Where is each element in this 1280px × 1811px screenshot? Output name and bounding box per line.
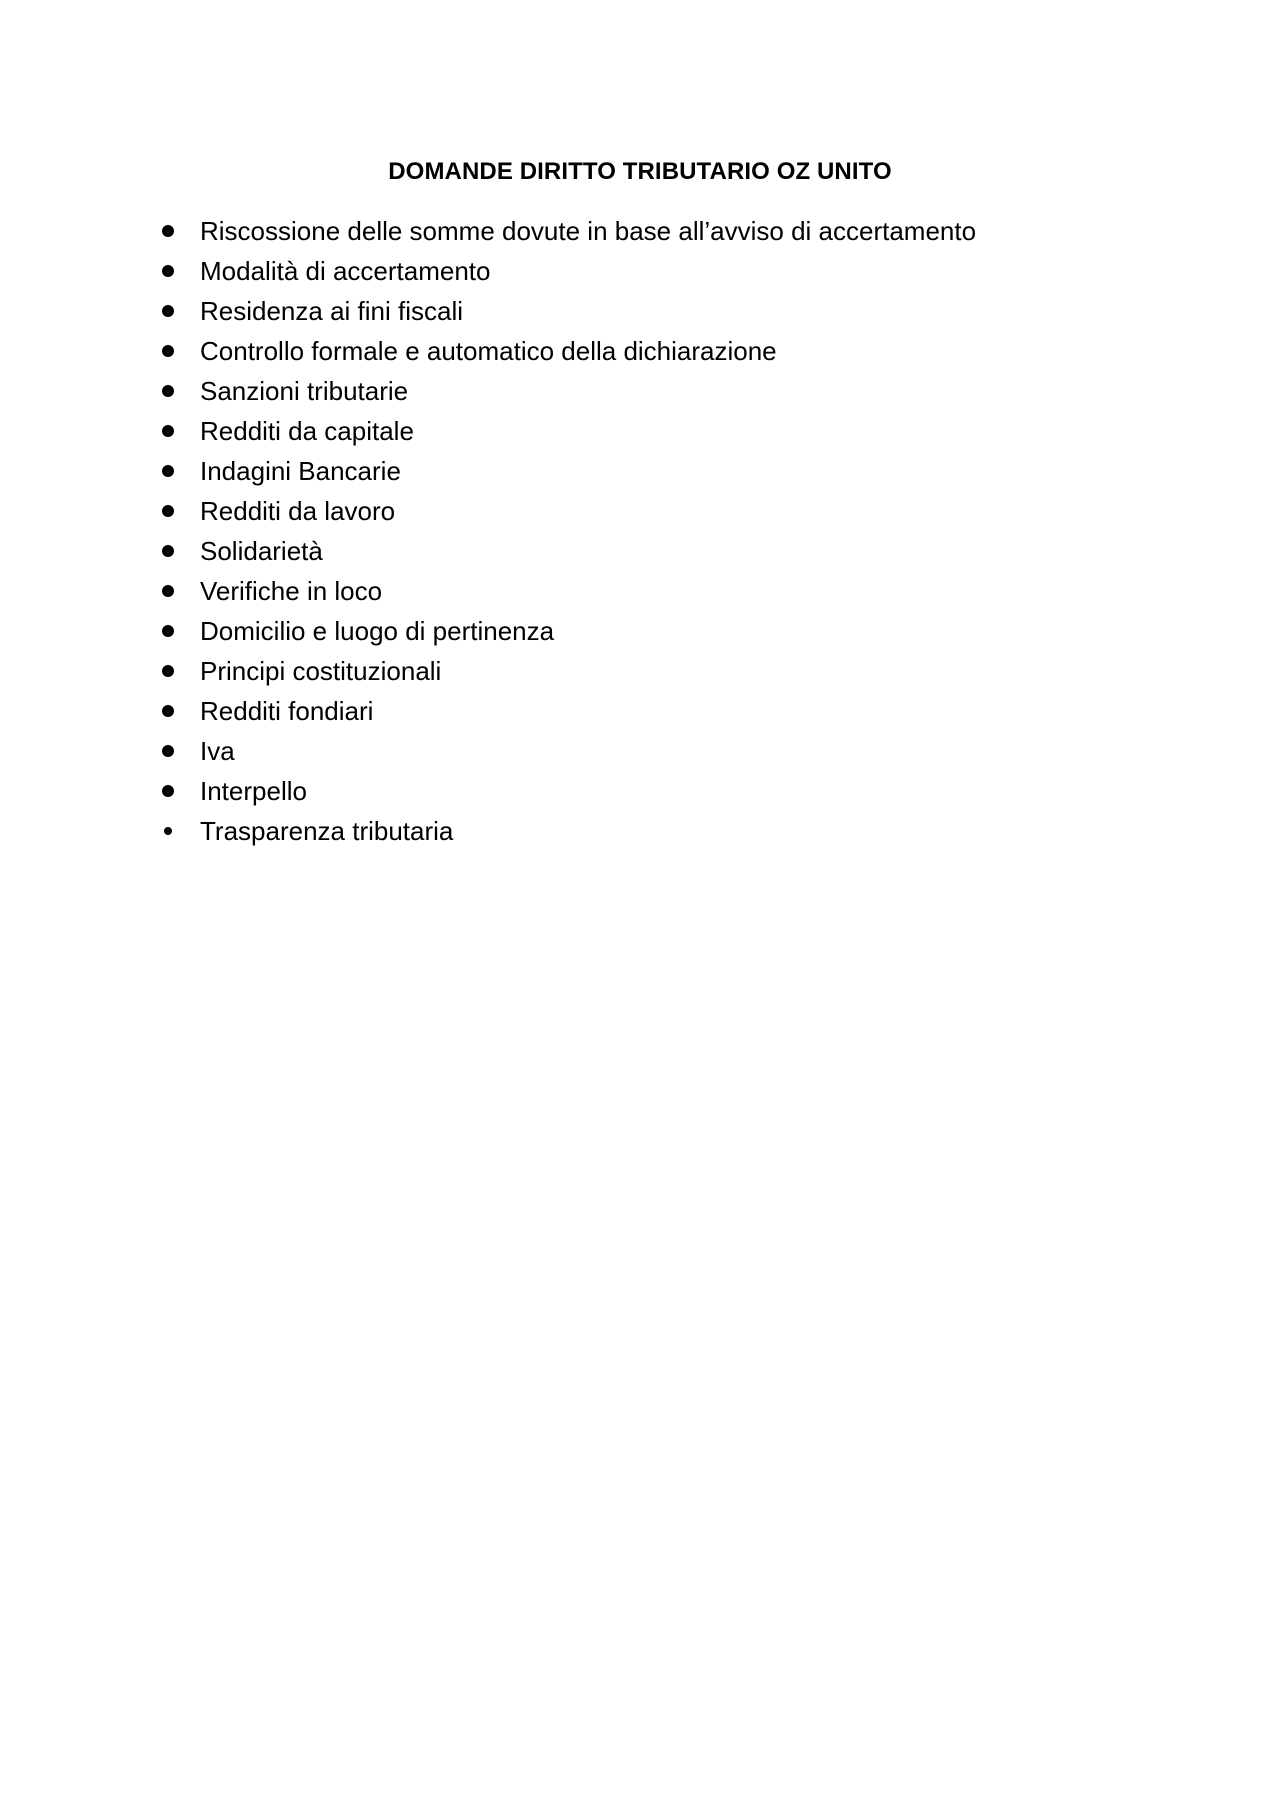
list-item [0,411,1280,451]
list-item-text: Principi costituzionali [200,656,442,686]
topic-list [0,211,1280,851]
list-item [0,691,1280,731]
bullet-icon [162,625,174,637]
bullet-icon [162,305,174,317]
list-item [0,731,1280,771]
bullet-icon [162,225,174,237]
list-item-text: Redditi da lavoro [200,496,396,526]
bullet-icon [162,385,174,397]
list-item [0,651,1280,691]
list-item-text: Riscossione delle somme dovute in base all’avviso di accertamento [200,216,977,246]
bullet-icon [162,665,174,677]
bullet-icon [162,425,174,437]
list-item-text: Iva [200,736,235,766]
bullet-icon [162,705,174,717]
bullet-icon [162,745,174,757]
list-item-text: Sanzioni tributarie [200,376,409,406]
list-item [0,611,1280,651]
list-item-text: Redditi fondiari [200,696,374,726]
list-item-text: Controllo formale e automatico della dichiarazione [200,336,777,366]
bullet-icon [164,827,172,835]
list-item [0,251,1280,291]
list-item-text: Solidarietà [200,536,323,566]
list-item [0,211,1280,251]
list-item-text: Verifiche in loco [200,576,383,606]
list-item-text: Domicilio e luogo di pertinenza [200,616,555,646]
list-item [0,531,1280,571]
list-item-text: Modalità di accertamento [200,256,491,286]
list-item [0,491,1280,531]
list-item-text: Interpello [200,776,307,806]
list-item-text: Trasparenza tributaria [200,816,454,846]
bullet-icon [162,465,174,477]
list-item [0,571,1280,611]
bullet-icon [162,345,174,357]
list-item [0,771,1280,811]
bullet-icon [162,505,174,517]
list-item-text: Indagini Bancarie [200,456,401,486]
list-item-text: Residenza ai fini fiscali [200,296,464,326]
bullet-icon [162,785,174,797]
list-item [0,451,1280,491]
document-title: DOMANDE DIRITTO TRIBUTARIO OZ UNITO [388,158,892,185]
list-item [0,811,1280,851]
list-item-text: Redditi da capitale [200,416,414,446]
bullet-icon [162,585,174,597]
list-item [0,291,1280,331]
bullet-icon [162,265,174,277]
list-item [0,371,1280,411]
bullet-icon [162,545,174,557]
list-item [0,331,1280,371]
